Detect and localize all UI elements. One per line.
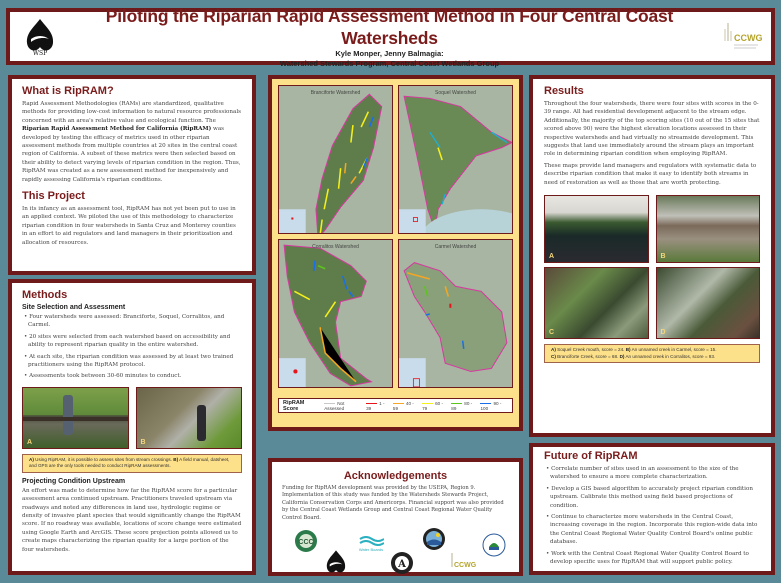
photo-label: B [660,253,666,261]
methods-heading: Methods [22,289,68,301]
this-project-text: In its infancy as an assessment tool, RipRAM has not yet been put to use in an applied context. We piloted the use of this methodology to characterize riparian condition in four watersheds in Santa Cruz and Monterey counties in an effort to aid regulators and land managers in their prioritization and allocation of resources. [22,206,236,246]
site-selection-heading: Site Selection and Assessment [22,304,126,311]
map-carmel [398,239,513,388]
legend-entry-80-89: 80 - 89 [451,400,473,411]
methods-photo-b [136,387,243,449]
map-branciforte [278,85,393,234]
svg-text:CCC: CCC [298,539,314,547]
poster-header [6,5,775,68]
map-title: Branciforte Watershed [310,90,361,96]
list-item: • Assessments took between 30-60 minutes to conduct. [22,372,242,380]
americorps-logo [390,551,414,579]
results-photo-c [544,267,649,339]
results-photo-caption: A) Soquel Creek mouth, score = 24. B) An unnamed creek in Carmel, score = 15. C) Branciforte Creek, score = 68. D) An unnamed creek in Corralitos, score = 93. [544,344,760,363]
list-item: • Work with the Central Coast Regional Water Quality Control Board to develop specific uses for RipRAM that will support public policy. [544,550,760,567]
legend-entry-40-59: 40 - 59 [392,400,414,411]
map-corralitos [278,239,393,388]
projecting-heading: Projecting Condition Upstream [22,477,126,485]
legend-entry-not-assessed: Not Assessed [324,400,345,411]
ccc-logo [294,529,318,557]
sponsor-logos [282,525,509,581]
this-project-heading: This Project [22,190,85,203]
maps-panel [268,75,523,431]
legend-title: RipRAM Score [283,399,305,412]
results-photo-b [656,195,761,263]
regional-water-board-logo [422,527,446,555]
ccwg-logo [719,15,763,59]
legend-entry-1-39: 1 - 39 [366,400,385,411]
future-panel [529,443,775,575]
results-panel [529,75,775,437]
results-photo-a [544,195,649,263]
epa-logo [482,533,506,561]
methods-panel [8,279,256,575]
methods-bullets [22,313,242,381]
ripram-score-legend [278,398,513,413]
map-title: Carmel Watershed [434,244,477,250]
map-title: Corralitos Watershed [312,244,359,250]
acknowledgements-heading: Acknowledgements [343,470,448,482]
svg-text:CCWG: CCWG [734,32,762,43]
svg-text:Water Boards: Water Boards [358,547,384,553]
acknowledgements-text: Funding for RipRAM development was provided by the USEPA, Region 9. Implementation of this study was funded by the Watersheds Stewards Project, California Conservation Corps and Americorps. Financial support was also provided by the Central Coast Wetlands Group and Central Coast Regional Water Quality Control Board. [282,485,504,521]
svg-text:A: A [398,559,406,571]
future-heading: Future of RipRAM [544,450,638,462]
results-text-2: These maps provide land managers and regulators with systematic data to describe riparian condition that make it easy to identify both streams in need of restoration as well as those that are worth protecting. [544,162,757,186]
legend-entry-60-79: 60 - 79 [422,400,444,411]
what-is-heading: What is RipRAM? [22,85,114,97]
ccwg-logo [446,551,478,579]
wsp-logo [20,15,60,59]
list-item: • Correlate number of sites used in an assessment to the size of the watershed to ensure a more complete characterization. [544,465,760,482]
photo-label: C [549,329,555,337]
acknowledgements-panel [268,458,523,576]
what-is-panel [8,75,256,275]
photo-label: A [549,253,555,261]
results-photo-d [656,267,761,339]
what-is-text: Rapid Assessment Methodologies (RAMs) are standardized, qualitative methods for providing low-cost information to natural resource professionals concerned with an area's relative value and ecological function. The Riparian Rapid Assessment Method for California (RipRAM) was developed by testing the efficacy of metrics used in other riparian assessment methods from multiple countries at 20 sites in the central coast region of California. A subset of these metrics were then selected based on their ability to detect varying levels of riparian condition in the region. Thus, RipRAM was created as a new assessment method for inexpensively and rapidly assessing California's riparian conditions. [22,101,241,183]
photo-label: B [140,438,146,446]
projecting-text: An effort was made to determine how far the RipRAM score for a particular assessment area continued upstream. Practitioners traveled upstream via roadways and noted any differences in land use, hydrologic regime or density of invasive plant species that would significantly change the RipRAM score. If no roadway was available, locations of score change were estimated using Google Earth and ArcGIS. These score projection points allowed us to create maps characterizing the riparian quality for a large portion of the four watersheds. [22,487,242,553]
svg-text:CCWG: CCWG [454,562,477,570]
list-item: • Continue to characterize more watersheds in the Central Coast, increasing coverage in the region. Incorporate this region-wide data into the Central Coast Regional Water Quality Control Board's online public database. [544,513,760,547]
future-bullets [544,465,760,566]
results-heading: Results [544,85,584,97]
methods-photo-caption: A) Using RipRAM, it is possible to assess sites from stream crossings. B) A field manual, datsheet, and GPS are the only tools needed to conduct RipRAM assessments. [22,454,242,473]
list-item: • Develop a GIS based algorithm to accurately project riparian condition upstream. Calibrate this method using field based projections of condition. [544,485,760,510]
list-item: • At each site, the riparian condition was assessed by at least two trained practitioners using the RipRAM protocol. [22,353,242,370]
affiliation: Watershed Stewards Program, Central Coast Wetlands Group [279,58,500,68]
list-item: • 20 sites were selected from each watershed based on accessibility and ability to represent riparian quality in the entire watershed. [22,333,242,350]
poster-title: Piloting the Riparian Rapid Assessment Method in Four Central Coast Watersheds [105,5,674,48]
results-text-1: Throughout the four watersheds, there were four sites with scores in the 0-39 range. All had residential development adjacent to the stream edge. Additionally, the majority of the top scoring sites (10 out of the 15 sites that scored above 90) were the highest elevation locations assessed in their respective watersheds and had virtually no streamside development. This suggests that land use immediately around the stream plays an important role in determining riparian condition when employing RipRAM. [544,101,760,158]
svg-text:WSP: WSP [32,49,48,57]
authors: Kyle Monper, Jenny Balmagia: [335,48,444,58]
legend-entry-90-100: 90 - 100 [480,400,502,411]
wsp-logo [324,549,348,581]
list-item: • Four watersheds were assessed: Branciforte, Soquel, Corralitos, and Carmel. [22,313,242,330]
map-soquel [398,85,513,234]
water-boards-logo [358,533,384,557]
photo-label: D [660,329,666,337]
map-title: Soquel Watershed [435,90,476,96]
photo-label: A [27,438,33,446]
methods-photo-a [22,387,129,449]
